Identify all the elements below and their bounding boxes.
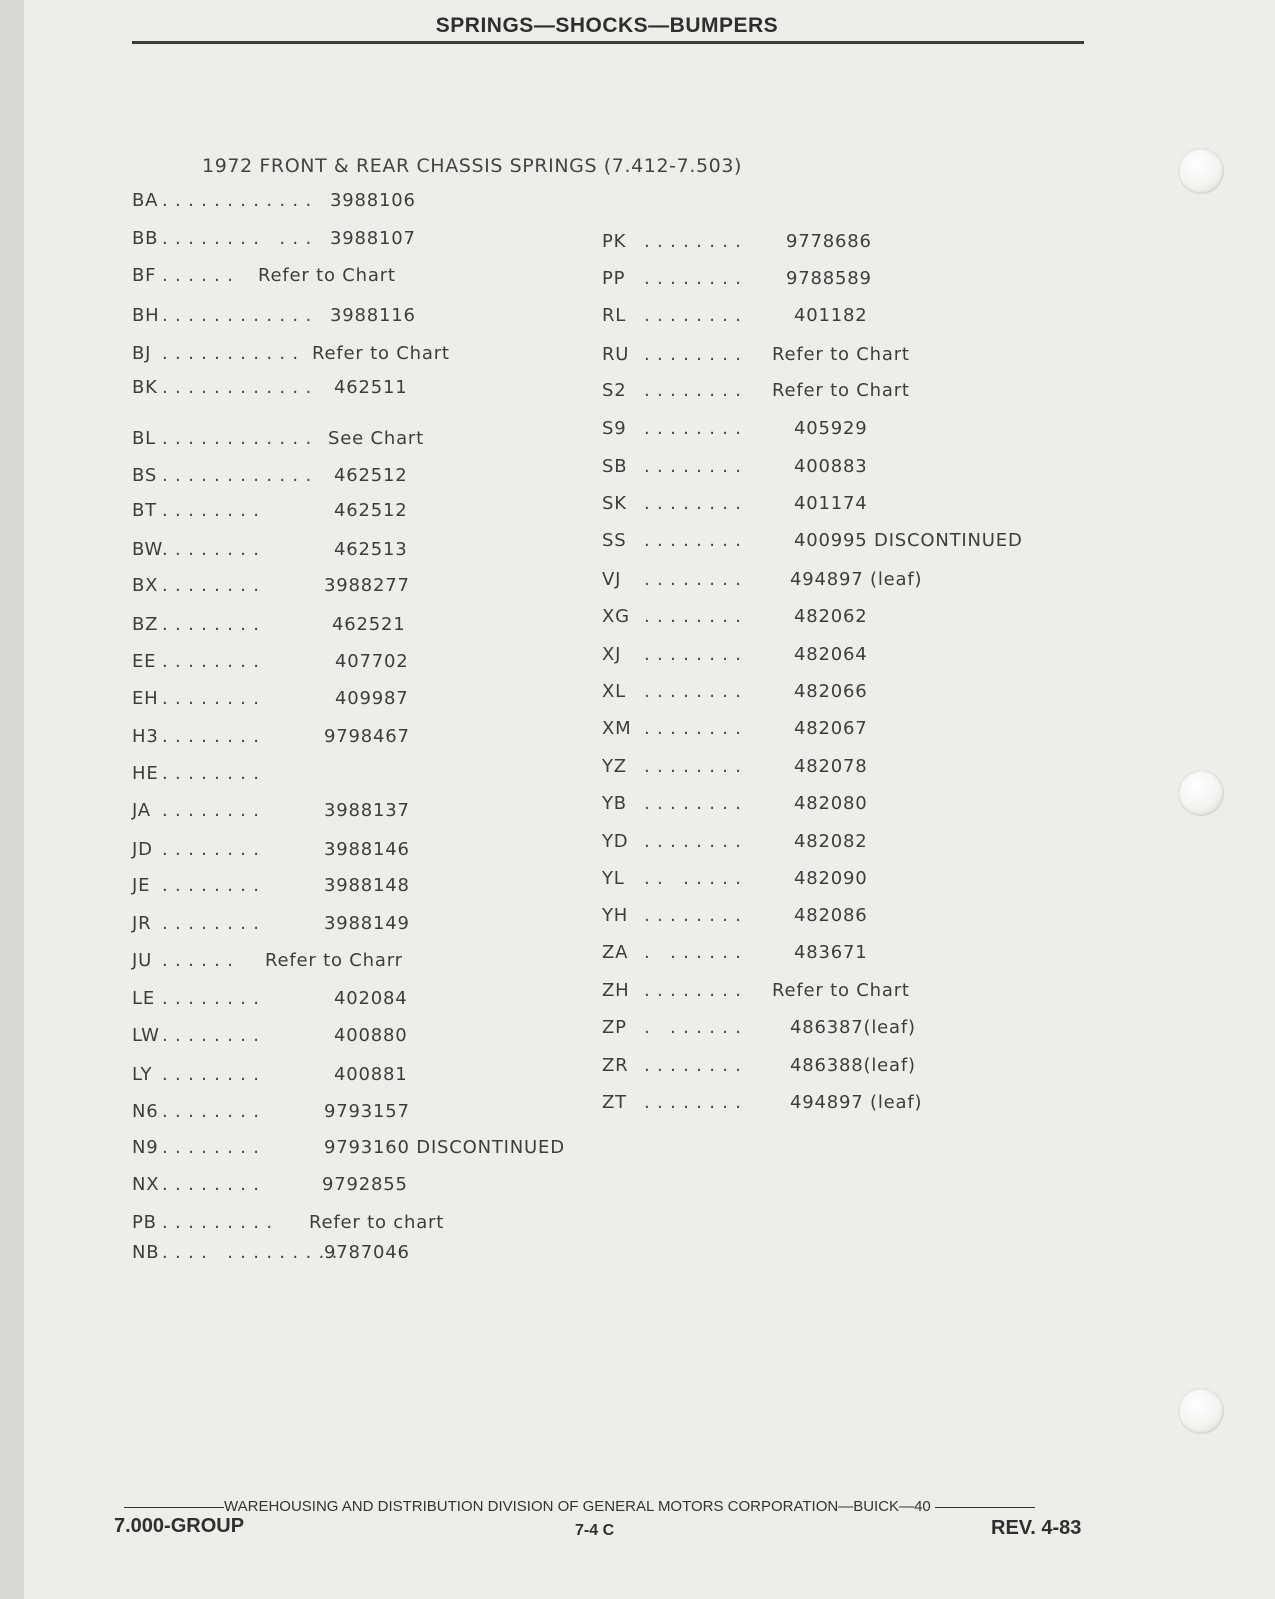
part-number: 494897 (leaf) bbox=[790, 569, 923, 590]
part-number: 407702 bbox=[335, 651, 409, 672]
part-code: S9 bbox=[602, 418, 627, 439]
part-number: 402084 bbox=[334, 988, 408, 1009]
part-code: RL bbox=[602, 305, 627, 326]
part-number: 3988116 bbox=[330, 305, 416, 326]
leader-dots: . . . . . . bbox=[162, 950, 234, 971]
part-number: 482090 bbox=[794, 868, 868, 889]
leader-dots: . . . . . . . . bbox=[644, 718, 742, 739]
part-row bbox=[602, 831, 868, 852]
part-row bbox=[132, 539, 408, 560]
part-row bbox=[602, 942, 868, 963]
leader-dots: . . . . . . . . bbox=[162, 575, 260, 596]
part-row bbox=[602, 868, 868, 889]
part-number: 486387(leaf) bbox=[790, 1017, 916, 1038]
part-row bbox=[132, 651, 409, 672]
part-code: YD bbox=[602, 831, 629, 852]
part-code: XL bbox=[602, 681, 626, 702]
part-number: 462513 bbox=[334, 539, 408, 560]
part-row bbox=[602, 569, 923, 590]
leader-dots: . . . . . . . . bbox=[162, 688, 260, 709]
part-code: SS bbox=[602, 530, 627, 551]
part-code: SK bbox=[602, 493, 627, 514]
part-code: N6 bbox=[132, 1101, 159, 1122]
part-code: BK bbox=[132, 377, 158, 398]
part-row bbox=[602, 681, 868, 702]
part-code: BW bbox=[132, 539, 164, 560]
part-row bbox=[602, 606, 868, 627]
part-number: 9798467 bbox=[324, 726, 410, 747]
part-row bbox=[602, 644, 868, 665]
footer-revision: REV. 4-83 bbox=[991, 1517, 1082, 1539]
part-row bbox=[132, 839, 410, 860]
part-number: 486388(leaf) bbox=[790, 1055, 916, 1076]
part-number: 9793160 DISCONTINUED bbox=[324, 1137, 565, 1158]
leader-dots: . . . . . . bbox=[162, 265, 234, 286]
part-row bbox=[602, 980, 910, 1001]
part-code: BT bbox=[132, 500, 157, 521]
part-code: BH bbox=[132, 305, 160, 326]
part-row bbox=[132, 726, 410, 747]
leader-dots: . . . . . . . . bbox=[162, 651, 260, 672]
part-code: YZ bbox=[602, 756, 627, 777]
part-code: NB bbox=[132, 1242, 160, 1263]
part-number: 9787046 bbox=[324, 1242, 410, 1263]
part-number: Refer to Chart bbox=[258, 265, 396, 286]
part-number: 401182 bbox=[794, 305, 868, 326]
leader-dots: . . . . . . . . bbox=[644, 644, 742, 665]
part-row bbox=[132, 763, 260, 784]
part-row bbox=[132, 988, 408, 1009]
part-row bbox=[132, 305, 416, 326]
part-code: BL bbox=[132, 428, 156, 449]
leader-dots: . . . . . . . . bbox=[162, 763, 260, 784]
leader-dots: . . . . . . . . bbox=[644, 681, 742, 702]
leader-dots: . . . . . . . . . . . . bbox=[162, 428, 312, 449]
part-row bbox=[602, 305, 868, 326]
leader-dots: . . . . . . . . . . . . bbox=[162, 377, 312, 398]
footer-rule-left bbox=[124, 1507, 224, 1508]
part-number: 9792855 bbox=[322, 1174, 408, 1195]
part-row bbox=[132, 913, 410, 934]
leader-dots: . . . . . . . . bbox=[162, 1025, 260, 1046]
part-row bbox=[132, 688, 409, 709]
footer-division-line bbox=[124, 1498, 1035, 1515]
part-row bbox=[132, 1174, 408, 1195]
part-code: YL bbox=[602, 868, 625, 889]
part-number: 9778686 bbox=[786, 231, 872, 252]
part-number: 462512 bbox=[334, 465, 408, 486]
part-number: 482086 bbox=[794, 905, 868, 926]
part-number: 462511 bbox=[334, 377, 408, 398]
part-code: BF bbox=[132, 265, 157, 286]
part-row bbox=[132, 343, 450, 364]
part-number: 3988277 bbox=[324, 575, 410, 596]
part-code: BS bbox=[132, 465, 158, 486]
leader-dots: . . . . . . . . bbox=[644, 569, 742, 590]
leader-dots: . . . . . . . . bbox=[644, 756, 742, 777]
part-code: YH bbox=[602, 905, 629, 926]
leader-dots: . . . . . . . . bbox=[644, 268, 742, 289]
part-code: RU bbox=[602, 344, 630, 365]
part-row bbox=[602, 380, 910, 401]
leader-dots: . . . . . . . bbox=[644, 942, 742, 963]
part-code: JE bbox=[132, 875, 151, 896]
part-code: YB bbox=[602, 793, 627, 814]
part-number: 494897 (leaf) bbox=[790, 1092, 923, 1113]
footer-group: 7.000-GROUP bbox=[114, 1515, 245, 1537]
footer-division-text: WAREHOUSING AND DISTRIBUTION DIVISION OF GENERAL MOTORS CORPORATION—BUICK—40 bbox=[224, 1498, 931, 1515]
part-row bbox=[132, 1101, 410, 1122]
part-number: 405929 bbox=[794, 418, 868, 439]
leader-dots: . . . . . . . . bbox=[644, 418, 742, 439]
part-row bbox=[602, 268, 872, 289]
part-row bbox=[602, 493, 868, 514]
leader-dots: . . . . . . . . . . . bbox=[162, 343, 299, 364]
leader-dots: . . . . . . . . bbox=[644, 305, 742, 326]
leader-dots: . . . . . . . . bbox=[644, 231, 742, 252]
part-number: Refer to Chart bbox=[772, 344, 910, 365]
part-row bbox=[602, 905, 868, 926]
part-row bbox=[132, 575, 410, 596]
part-row bbox=[132, 950, 403, 971]
leader-dots: . . . . . . . . . . . bbox=[162, 228, 312, 249]
part-code: XJ bbox=[602, 644, 622, 665]
part-number: 462521 bbox=[332, 614, 406, 635]
part-number: 9793157 bbox=[324, 1101, 410, 1122]
part-row bbox=[132, 428, 424, 449]
leader-dots: . . . . . . . . . . . . . bbox=[162, 1242, 339, 1263]
part-number: Refer to Chart bbox=[772, 980, 910, 1001]
leader-dots: . . . . . . . . bbox=[644, 456, 742, 477]
part-number: 409987 bbox=[335, 688, 409, 709]
part-row bbox=[602, 1055, 916, 1076]
part-number: 482080 bbox=[794, 793, 868, 814]
page-header-title: SPRINGS—SHOCKS—BUMPERS bbox=[435, 14, 779, 37]
part-code: ZR bbox=[602, 1055, 629, 1076]
leader-dots: . . . . . . . . . . . . bbox=[162, 305, 312, 326]
part-number: 483671 bbox=[794, 942, 868, 963]
part-row bbox=[602, 344, 910, 365]
part-row bbox=[132, 1212, 445, 1233]
part-number: Refer to Charr bbox=[265, 950, 403, 971]
leader-dots: . . . . . . . . bbox=[162, 913, 260, 934]
part-number: 482062 bbox=[794, 606, 868, 627]
part-code: BJ bbox=[132, 343, 152, 364]
part-code: XM bbox=[602, 718, 632, 739]
leader-dots: . . . . . . . . bbox=[162, 1137, 260, 1158]
part-code: JR bbox=[132, 913, 152, 934]
leader-dots: . . . . . . . . bbox=[644, 905, 742, 926]
part-number: 400881 bbox=[334, 1064, 408, 1085]
part-code: PB bbox=[132, 1212, 157, 1233]
part-code: BA bbox=[132, 190, 159, 211]
binder-hole bbox=[1178, 1388, 1224, 1434]
leader-dots: . . . . . . . . bbox=[162, 875, 260, 896]
part-code: ZA bbox=[602, 942, 629, 963]
leader-dots: . . . . . . . . bbox=[644, 1092, 742, 1113]
part-code: BB bbox=[132, 228, 159, 249]
part-code: ZH bbox=[602, 980, 630, 1001]
leader-dots: . . . . . . . . bbox=[644, 606, 742, 627]
part-row bbox=[132, 1242, 410, 1263]
leader-dots: . . . . . . . . bbox=[162, 988, 260, 1009]
part-row bbox=[132, 500, 408, 521]
part-number: 9788589 bbox=[786, 268, 872, 289]
part-row bbox=[602, 1017, 916, 1038]
part-number: 482082 bbox=[794, 831, 868, 852]
part-row bbox=[132, 190, 416, 211]
part-number: 482067 bbox=[794, 718, 868, 739]
leader-dots: . . . . . . . . . . . . bbox=[162, 190, 312, 211]
part-row bbox=[132, 377, 408, 398]
part-row bbox=[132, 1064, 408, 1085]
part-number: 3988106 bbox=[330, 190, 416, 211]
leader-dots: . . . . . . . . bbox=[162, 1064, 260, 1085]
part-number: 482078 bbox=[794, 756, 868, 777]
part-code: N9 bbox=[132, 1137, 159, 1158]
leader-dots: . . . . . . . . bbox=[644, 530, 742, 551]
part-code: BX bbox=[132, 575, 159, 596]
part-row bbox=[602, 231, 872, 252]
leader-dots: . . . . . . . . bbox=[644, 831, 742, 852]
part-row bbox=[602, 718, 868, 739]
part-number: 400880 bbox=[334, 1025, 408, 1046]
part-number: 400883 bbox=[794, 456, 868, 477]
part-row bbox=[132, 875, 410, 896]
leader-dots: . . . . . . . . bbox=[644, 493, 742, 514]
part-row bbox=[602, 456, 868, 477]
part-row bbox=[132, 465, 408, 486]
part-code: EH bbox=[132, 688, 159, 709]
part-code: S2 bbox=[602, 380, 627, 401]
leader-dots: . . . . . . . . bbox=[162, 800, 260, 821]
part-number: Refer to Chart bbox=[772, 380, 910, 401]
leader-dots: . . . . . . . . bbox=[644, 1055, 742, 1076]
part-code: NX bbox=[132, 1174, 160, 1195]
part-row bbox=[132, 265, 396, 286]
part-row bbox=[132, 1025, 408, 1046]
part-number: 3988148 bbox=[324, 875, 410, 896]
part-code: LY bbox=[132, 1064, 153, 1085]
part-number: 3988146 bbox=[324, 839, 410, 860]
part-number: 400995 DISCONTINUED bbox=[794, 530, 1023, 551]
leader-dots: . . . . . . . bbox=[644, 1017, 742, 1038]
part-number: See Chart bbox=[328, 428, 424, 449]
part-code: BZ bbox=[132, 614, 159, 635]
part-code: H3 bbox=[132, 726, 159, 747]
part-row bbox=[132, 614, 406, 635]
leader-dots: . . . . . . . . bbox=[644, 793, 742, 814]
part-code: EE bbox=[132, 651, 157, 672]
leader-dots: . . . . . . . . bbox=[644, 380, 742, 401]
part-number: Refer to Chart bbox=[312, 343, 450, 364]
leader-dots: . . . . . . . . . bbox=[162, 1212, 273, 1233]
part-row bbox=[132, 1137, 565, 1158]
part-code: ZT bbox=[602, 1092, 627, 1113]
part-number: 3988149 bbox=[324, 913, 410, 934]
leader-dots: . . . . . . . . bbox=[162, 614, 260, 635]
leader-dots: . . . . . . . . bbox=[162, 1101, 260, 1122]
part-row bbox=[132, 228, 416, 249]
leader-dots: . . . . . . . . bbox=[162, 500, 260, 521]
part-code: JA bbox=[132, 800, 151, 821]
part-number: 462512 bbox=[334, 500, 408, 521]
part-row bbox=[602, 418, 868, 439]
part-code: SB bbox=[602, 456, 628, 477]
leader-dots: . . . . . . . . . . . . bbox=[162, 465, 312, 486]
part-number: 482066 bbox=[794, 681, 868, 702]
part-code: XG bbox=[602, 606, 630, 627]
part-row bbox=[132, 800, 410, 821]
part-number: 401174 bbox=[794, 493, 868, 514]
part-row bbox=[602, 756, 868, 777]
part-code: VJ bbox=[602, 569, 622, 590]
part-row bbox=[602, 530, 1023, 551]
leader-dots: . . . . . . . . bbox=[162, 539, 260, 560]
leader-dots: . . . . . . . . bbox=[162, 1174, 260, 1195]
part-number: 3988137 bbox=[324, 800, 410, 821]
binder-hole bbox=[1178, 148, 1224, 194]
part-row bbox=[602, 793, 868, 814]
part-number: Refer to chart bbox=[309, 1212, 445, 1233]
leader-dots: . . . . . . . . bbox=[644, 980, 742, 1001]
section-title: 1972 FRONT & REAR CHASSIS SPRINGS (7.412-7.503) bbox=[202, 155, 743, 177]
part-code: LE bbox=[132, 988, 156, 1009]
leader-dots: . . . . . . . . bbox=[162, 839, 260, 860]
part-row bbox=[602, 1092, 923, 1113]
leader-dots: . . . . . . . . bbox=[162, 726, 260, 747]
part-code: PK bbox=[602, 231, 627, 252]
part-code: PP bbox=[602, 268, 626, 289]
part-code: JD bbox=[132, 839, 153, 860]
footer-page-number: 7-4 C bbox=[575, 1522, 615, 1539]
part-code: JU bbox=[132, 950, 153, 971]
part-number: 482064 bbox=[794, 644, 868, 665]
leader-dots: . . . . . . . . bbox=[644, 344, 742, 365]
binder-hole bbox=[1178, 770, 1224, 816]
part-code: LW bbox=[132, 1025, 160, 1046]
footer-rule-right bbox=[935, 1507, 1035, 1508]
part-code: HE bbox=[132, 763, 159, 784]
document-page bbox=[24, 0, 1275, 1599]
part-code: ZP bbox=[602, 1017, 627, 1038]
header-rule bbox=[132, 41, 1084, 44]
part-number: 3988107 bbox=[330, 228, 416, 249]
leader-dots: . . . . . . . bbox=[644, 868, 742, 889]
